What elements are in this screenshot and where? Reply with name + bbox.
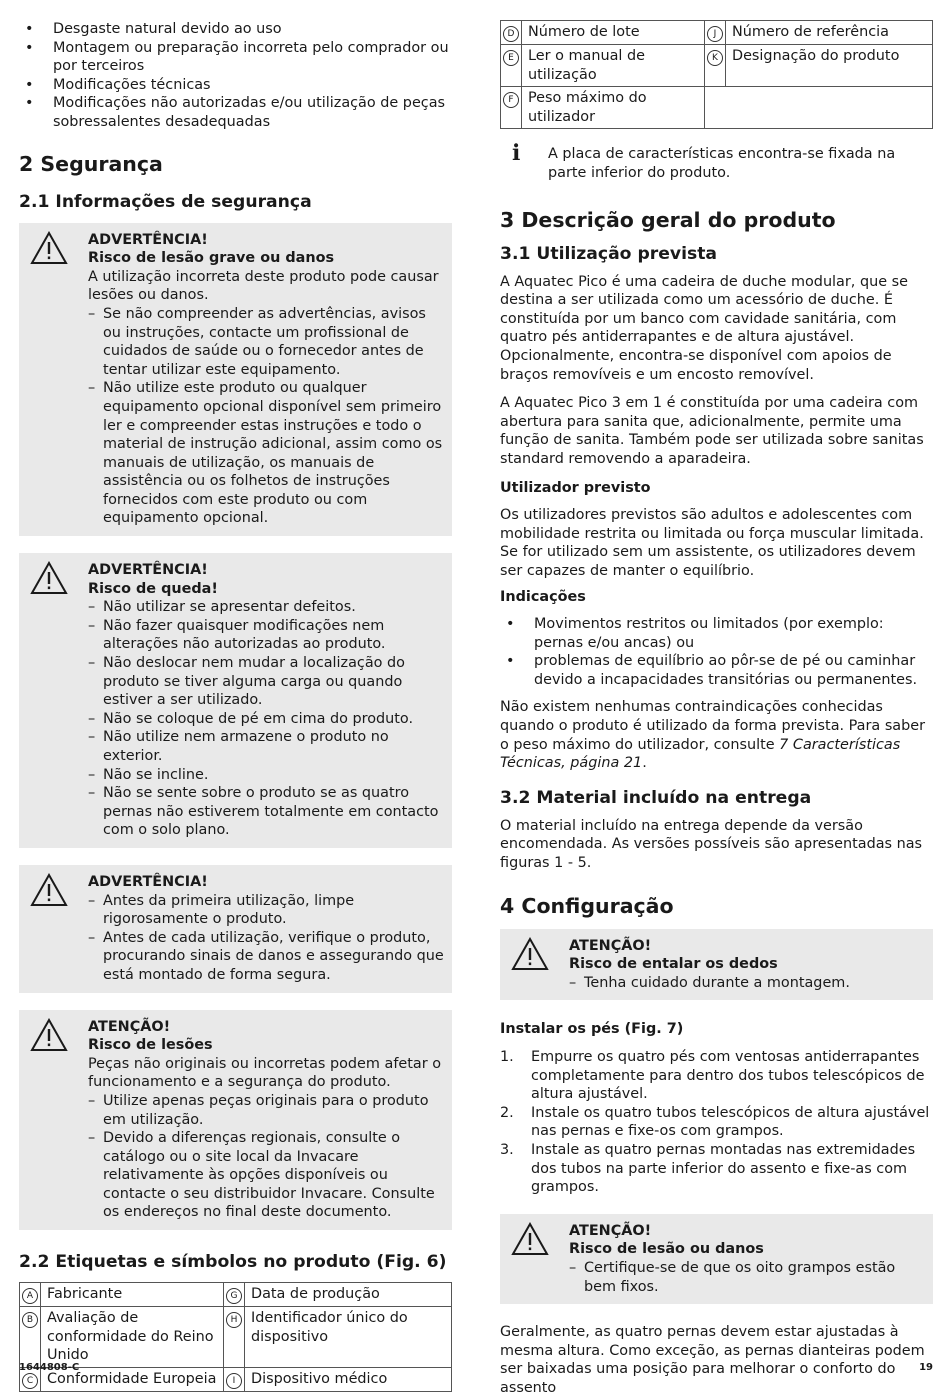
warning-box <box>19 553 452 848</box>
step-item: 1. Empurre os quatro pés com ventosas antiderrapantes completamente para dentro dos tubos telescópicos de altura ajustável. <box>500 1048 925 1103</box>
table-cell: Identificador único do dispositivo <box>245 1307 452 1368</box>
indications-list <box>500 615 933 689</box>
section-heading-safety: 2 Segurança <box>19 151 163 176</box>
warning-subtitle: Risco de lesão grave ou danos <box>88 250 335 267</box>
caution-item: – Devido a diferenças regionais, consulte o catálogo ou o site local da Invacare relativamente às opções disponíveis ou contacte o seu distribuidor Invacare. Consulte os endereços no final deste documento. <box>88 1130 435 1221</box>
caution-item: – Certifique-se de que os oito grampos estão bem fixos. <box>569 1259 896 1295</box>
warning-item: – Não utilize este produto ou qualquer equipamento opcional disponível sem primeiro ler e compreender estas instruções e todo o material de instrução adicional, assim como os manuais de utilização, os manuais de assistência ou os folhetos de instruções fornecidos com este produto ou com equipamento opcional. <box>88 380 443 527</box>
paragraph: A Aquatec Pico é uma cadeira de duche modular, que se destina a ser utilizada como um acessório de duche. É constituída por um banco com cavidade sanitária, com quatro pés antiderrapantes e de altura ajustável. Opcionalmente, encontra-se disponível com apoios de braços removíveis e um encosto removível. <box>500 273 908 383</box>
list-item: • Movimentos restritos ou limitados (por exemplo: pernas e/ou ancas) ou <box>500 615 933 652</box>
warning-box <box>19 223 452 537</box>
table-cell: Data de produção <box>245 1283 452 1307</box>
caution-box <box>19 1010 452 1231</box>
warning-item: – Não se sente sobre o produto se as quatro pernas não estiverem totalmente em contacto com o solo plano. <box>88 785 439 839</box>
paragraph: A Aquatec Pico 3 em 1 é constituída por uma cadeira com abertura para sanita que, adicionalmente, permite uma função de sanita. Também pode ser utilizada sobre sanitas standard removendo a aparadeira. <box>500 395 924 467</box>
right-column <box>500 0 933 1397</box>
list-item: • Desgaste natural devido ao uso <box>19 20 452 39</box>
table-row <box>501 21 933 45</box>
subsection-heading-labels: 2.2 Etiquetas e símbolos no produto (Fig. 6) <box>19 1252 447 1273</box>
caution-title: ATENÇÃO! <box>88 1018 171 1035</box>
table-cell: Número de lote <box>522 21 705 45</box>
cross-reference-link[interactable]: 7 Características Técnicas, página 21 <box>500 736 901 772</box>
table-cell-empty <box>705 87 933 129</box>
warning-title: ADVERTÊNCIA! <box>88 562 208 579</box>
section-heading-setup: 4 Configuração <box>500 893 674 918</box>
caution-box <box>500 1214 933 1304</box>
symbols-table <box>19 1282 452 1392</box>
warning-item: – Não deslocar nem mudar a localização do produto se tiver alguma carga ou quando estiver a ser utilizado. <box>88 655 405 709</box>
warning-item: – Antes de cada utilização, verifique o produto, procurando sinais de danos e assegurando que está montado de forma segura. <box>88 929 444 983</box>
warning-triangle-icon <box>30 561 68 595</box>
letter-badge: E <box>503 50 519 66</box>
warning-triangle-icon <box>30 873 68 907</box>
warning-triangle-icon <box>511 937 549 971</box>
list-item: • Montagem ou preparação incorreta pelo comprador ou por terceiros <box>19 39 452 76</box>
caution-subtitle: Risco de lesões <box>88 1037 213 1054</box>
caution-title: ATENÇÃO! <box>569 1222 652 1239</box>
step-item: 2. Instale os quatro tubos telescópicos de altura ajustável nas pernas e fixe-os com grampos. <box>500 1104 930 1140</box>
caution-text: Peças não originais ou incorretas podem afetar o funcionamento e a segurança do produto. <box>88 1055 441 1091</box>
warning-triangle-icon <box>30 1018 68 1052</box>
table-row <box>20 1307 452 1368</box>
caution-item: – Tenha cuidado durante a montagem. <box>569 974 850 991</box>
heading-intended-user: Utilizador previsto <box>500 479 651 496</box>
table-cell: Designação do produto <box>726 45 933 87</box>
paragraph: Não existem nenhumas contraindicações conhecidas quando o produto é utilizado da forma prevista. Para saber o peso máximo do utilizador, consulte 7 Características Técnicas, página 21. <box>500 699 926 772</box>
page-number: 19 <box>919 1362 933 1373</box>
warning-box <box>19 865 452 993</box>
warning-title: ADVERTÊNCIA! <box>88 231 208 248</box>
paragraph: O material incluído na entrega depende da versão encomendada. As versões possíveis são apresentadas nas figuras 1 - 5. <box>500 817 923 871</box>
warning-item: – Não se coloque de pé em cima do produto. <box>88 710 414 727</box>
warning-triangle-icon <box>511 1222 549 1256</box>
warning-title: ADVERTÊNCIA! <box>88 873 208 890</box>
symbols-table-continued <box>500 20 933 129</box>
table-cell: Peso máximo do utilizador <box>522 87 705 129</box>
steps-list <box>500 1048 933 1197</box>
caution-box <box>500 929 933 1001</box>
letter-badge: J <box>707 26 723 42</box>
left-column <box>19 0 452 1392</box>
letter-badge: G <box>226 1288 242 1304</box>
warning-item: – Não fazer quaisquer modificações nem alterações não autorizadas ao produto. <box>88 617 386 653</box>
letter-badge: B <box>22 1312 38 1328</box>
table-cell: Avaliação de conformidade do Reino Unido <box>41 1307 224 1368</box>
warning-item: – Se não compreender as advertências, avisos ou instruções, contacte um profissional de cuidados de saúde ou o fornecedor antes de tentar utilizar este equipamento. <box>88 305 426 378</box>
warning-item: – Não utilize nem armazene o produto no exterior. <box>88 729 389 764</box>
warning-triangle-icon <box>30 231 68 265</box>
info-note-text: A placa de características encontra-se fixada na parte inferior do produto. <box>548 146 896 181</box>
letter-badge: F <box>503 92 519 108</box>
table-row <box>20 1283 452 1307</box>
table-cell: Dispositivo médico <box>245 1367 452 1391</box>
section-heading-product-description: 3 Descrição geral do produto <box>500 207 836 232</box>
document-id: 1644808-C <box>19 1362 80 1373</box>
heading-install-feet: Instalar os pés (Fig. 7) <box>500 1021 684 1038</box>
caution-title: ATENÇÃO! <box>569 937 652 954</box>
letter-badge: K <box>707 50 723 66</box>
letter-badge: D <box>503 26 519 42</box>
subsection-heading-delivery: 3.2 Material incluído na entrega <box>500 787 812 808</box>
table-cell: Fabricante <box>41 1283 224 1307</box>
letter-badge: H <box>226 1312 242 1328</box>
letter-badge: C <box>22 1373 38 1389</box>
letter-badge: I <box>226 1373 242 1389</box>
warning-item: – Antes da primeira utilização, limpe rigorosamente o produto. <box>88 892 355 928</box>
heading-indications: Indicações <box>500 589 586 606</box>
subsection-heading-intended-use: 3.1 Utilização prevista <box>500 243 718 264</box>
table-cell: Número de referência <box>726 21 933 45</box>
caution-subtitle: Risco de entalar os dedos <box>569 956 778 973</box>
table-cell: Ler o manual de utilização <box>522 45 705 87</box>
list-item: • Modificações técnicas <box>19 76 452 95</box>
paragraph: Geralmente, as quatro pernas devem estar ajustadas à mesma altura. Como exceção, as pernas dianteiras podem ser baixadas uma posição para melhorar o conforto do assento <box>500 1324 925 1396</box>
warning-item: – Não utilizar se apresentar defeitos. <box>88 599 356 616</box>
letter-badge: A <box>22 1288 38 1304</box>
table-cell: Conformidade Europeia <box>41 1367 224 1391</box>
warning-text: A utilização incorreta deste produto pode causar lesões ou danos. <box>88 268 439 304</box>
caution-subtitle: Risco de lesão ou danos <box>569 1241 764 1258</box>
cause-list <box>19 20 452 132</box>
caution-item: – Utilize apenas peças originais para o produto em utilização. <box>88 1092 429 1128</box>
step-item: 3. Instale as quatro pernas montadas nas extremidades dos tubos na parte inferior do assento e fixe-as com grampos. <box>500 1141 916 1196</box>
list-item: • Modificações não autorizadas e/ou utilização de peças sobressalentes desadequadas <box>19 94 452 131</box>
subsection-heading-safety-info: 2.1 Informações de segurança <box>19 191 312 212</box>
info-note <box>500 141 933 182</box>
warning-subtitle: Risco de queda! <box>88 580 218 597</box>
warning-item: – Não se incline. <box>88 766 209 783</box>
paragraph: Os utilizadores previstos são adultos e adolescentes com mobilidade restrita ou limitada ou força muscular limitada. Se for utilizado sem um assistente, os utilizadores devem ser capazes de manter o equilíbrio. <box>500 507 924 579</box>
table-row <box>501 45 933 87</box>
info-icon: ℹ <box>512 141 521 167</box>
table-row <box>501 87 933 129</box>
list-item: • problemas de equilíbrio ao pôr-se de pé ou caminhar devido a incapacidades transitórias ou permanentes. <box>500 652 933 689</box>
